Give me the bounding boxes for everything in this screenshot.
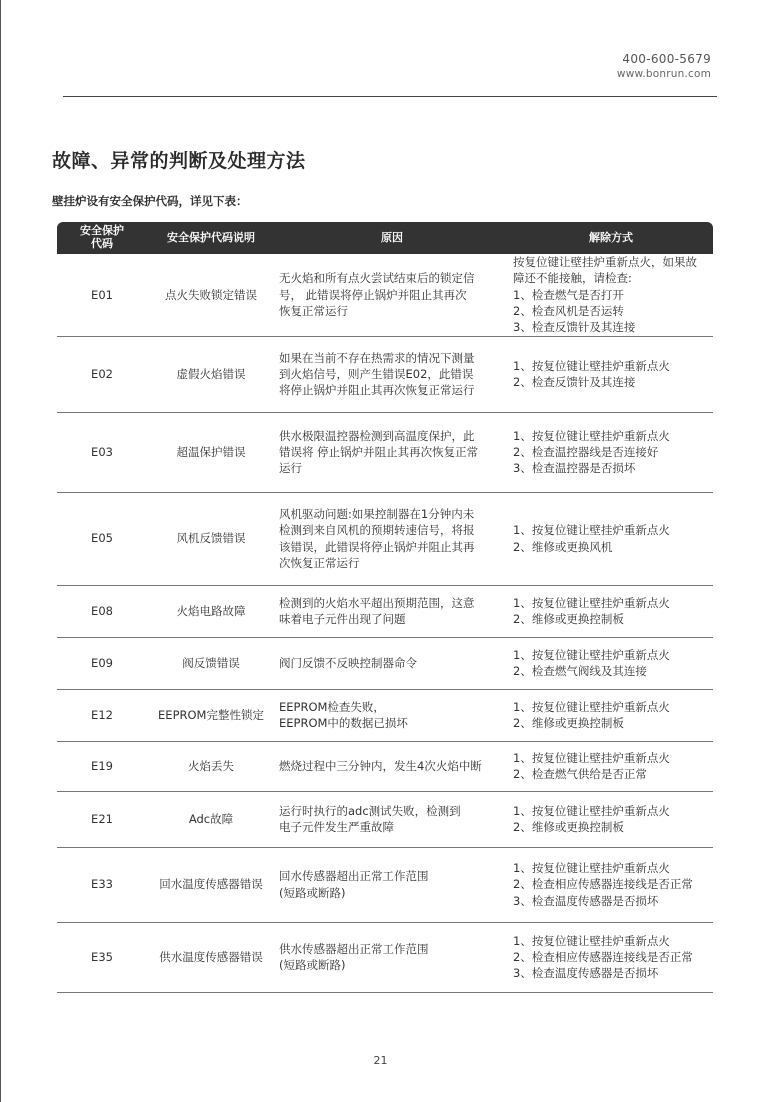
solution-line: 1、按复位键让壁挂炉重新点火 bbox=[513, 523, 670, 538]
cause-line: 阀门反馈不反映控制器命令 bbox=[279, 655, 417, 670]
header-code-line-2: 代码 bbox=[91, 237, 113, 250]
error-code: E33 bbox=[57, 847, 147, 922]
error-solution bbox=[509, 689, 713, 741]
error-code: E35 bbox=[57, 922, 147, 992]
cause-line: 供水传感器超出正常工作范围 bbox=[279, 941, 429, 956]
cause-line: 次恢复正常运行 bbox=[279, 555, 360, 570]
error-solution bbox=[509, 585, 713, 637]
table-row bbox=[57, 689, 713, 741]
solution-line: 1、按复位键让壁挂炉重新点火 bbox=[513, 358, 670, 373]
table-row bbox=[57, 847, 713, 922]
error-cause bbox=[275, 336, 509, 412]
solution-line: 3、检查温度传感器是否损坏 bbox=[513, 893, 659, 908]
cause-line: 到火焰信号，则产生错误E02，此错误 bbox=[279, 366, 474, 381]
error-description: Adc故障 bbox=[147, 791, 275, 847]
header-solution: 解除方式 bbox=[509, 222, 713, 254]
cause-line: 燃烧过程中三分钟内，发生4次火焰中断 bbox=[279, 758, 482, 773]
solution-line: 3、检查反馈针及其连接 bbox=[513, 320, 636, 335]
solution-line: 1、按复位键让壁挂炉重新点火 bbox=[513, 933, 670, 948]
cause-line: 无火焰和所有点火尝试结束后的锁定信 bbox=[279, 271, 475, 286]
page-title: 故障、异常的判断及处理方法 bbox=[52, 150, 306, 172]
solution-line: 2、检查相应传感器连接线是否正常 bbox=[513, 877, 693, 892]
error-code-table bbox=[57, 222, 713, 993]
cause-line: (短路或断路) bbox=[279, 958, 346, 973]
solution-line: 1、按复位键让壁挂炉重新点火 bbox=[513, 428, 670, 443]
error-solution bbox=[509, 791, 713, 847]
solution-line: 2、检查相应传感器连接线是否正常 bbox=[513, 949, 693, 964]
error-code: E09 bbox=[57, 637, 147, 689]
solution-line: 按复位键让壁挂炉重新点火，如果故 bbox=[513, 255, 697, 269]
solution-line: 2、检查风机是否运转 bbox=[513, 303, 624, 318]
error-description: EEPROM完整性锁定 bbox=[147, 689, 275, 741]
error-cause bbox=[275, 254, 509, 336]
cause-line: 号， 此错误将停止锅炉并阻止其再次 bbox=[279, 287, 467, 302]
cause-line: 运行 bbox=[279, 461, 302, 476]
page-number: 21 bbox=[373, 1054, 388, 1067]
error-cause bbox=[275, 637, 509, 689]
cause-line: 供水极限温控器检测到高温度保护，此 bbox=[279, 428, 475, 443]
table-row bbox=[57, 741, 713, 791]
solution-line: 1、按复位键让壁挂炉重新点火 bbox=[513, 595, 670, 610]
solution-line: 2、检查燃气阀线及其连接 bbox=[513, 664, 647, 679]
cause-line: (短路或断路) bbox=[279, 885, 346, 900]
solution-line: 3、检查温控器是否损坏 bbox=[513, 461, 636, 476]
solution-line: 障还不能接触，请检查: bbox=[513, 271, 632, 286]
error-description: 超温保护错误 bbox=[147, 412, 275, 492]
header-code-line-1: 安全保护 bbox=[80, 224, 124, 238]
cause-line: 回水传感器超出正常工作范围 bbox=[279, 869, 429, 884]
phone-number: 400-600-5679 bbox=[622, 52, 711, 66]
contact-header bbox=[617, 52, 711, 80]
solution-line: 2、维修或更换控制板 bbox=[513, 716, 624, 731]
error-cause bbox=[275, 585, 509, 637]
cause-line: 检测到来自风机的预期转速信号，将报 bbox=[279, 523, 475, 538]
table-row bbox=[57, 254, 713, 336]
error-solution bbox=[509, 922, 713, 992]
solution-line: 2、检查温控器线是否连接好 bbox=[513, 444, 659, 459]
cause-line: EEPROM中的数据已损坏 bbox=[279, 716, 408, 731]
error-cause bbox=[275, 689, 509, 741]
error-solution bbox=[509, 492, 713, 585]
cause-line: 该错误，此错误将停止锅炉并阻止其再 bbox=[279, 539, 475, 554]
error-cause bbox=[275, 741, 509, 791]
error-description: 火焰电路故障 bbox=[147, 585, 275, 637]
error-solution bbox=[509, 637, 713, 689]
website-url: www.bonrun.com bbox=[616, 68, 711, 80]
error-description: 阀反馈错误 bbox=[147, 637, 275, 689]
error-cause bbox=[275, 791, 509, 847]
table-row bbox=[57, 922, 713, 992]
table-body bbox=[57, 254, 713, 992]
error-code: E12 bbox=[57, 689, 147, 741]
solution-line: 1、按复位键让壁挂炉重新点火 bbox=[513, 803, 670, 818]
error-code: E08 bbox=[57, 585, 147, 637]
cause-line: 风机驱动问题:如果控制器在1分钟内未 bbox=[279, 506, 475, 521]
header-cause: 原因 bbox=[275, 222, 509, 254]
cause-line: 恢复正常运行 bbox=[279, 303, 348, 318]
solution-line: 1、按复位键让壁挂炉重新点火 bbox=[513, 861, 670, 876]
cause-line: 错误将 停止锅炉并阻止其再次恢复正常 bbox=[279, 444, 479, 459]
intro-text: 壁挂炉设有安全保护代码，详见下表： bbox=[52, 194, 248, 208]
cause-line: 电子元件发生严重故障 bbox=[279, 820, 394, 835]
error-solution bbox=[509, 412, 713, 492]
error-code: E02 bbox=[57, 336, 147, 412]
error-cause bbox=[275, 847, 509, 922]
cause-line: 味着电子元件出现了问题 bbox=[279, 612, 406, 627]
solution-line: 1、按复位键让壁挂炉重新点火 bbox=[513, 699, 670, 714]
error-code: E21 bbox=[57, 791, 147, 847]
table-row bbox=[57, 585, 713, 637]
error-cause bbox=[275, 412, 509, 492]
header-description: 安全保护代码说明 bbox=[147, 222, 275, 254]
solution-line: 2、维修或更换控制板 bbox=[513, 612, 624, 627]
solution-line: 2、维修或更换风机 bbox=[513, 539, 613, 554]
error-code: E19 bbox=[57, 741, 147, 791]
cause-line: 将停止锅炉并阻止其再次恢复正常运行 bbox=[279, 383, 475, 398]
error-solution bbox=[509, 254, 713, 336]
header-code bbox=[57, 222, 147, 254]
cause-line: 运行时执行的adc测试失败，检测到 bbox=[279, 803, 461, 818]
table-row bbox=[57, 791, 713, 847]
error-description: 供水温度传感器错误 bbox=[147, 922, 275, 992]
error-solution bbox=[509, 741, 713, 791]
solution-line: 1、按复位键让壁挂炉重新点火 bbox=[513, 750, 670, 765]
error-solution bbox=[509, 847, 713, 922]
error-description: 回水温度传感器错误 bbox=[147, 847, 275, 922]
solution-line: 2、检查反馈针及其连接 bbox=[513, 375, 636, 390]
header-divider bbox=[63, 96, 717, 97]
cause-line: 检测到的火焰水平超出预期范围，这意 bbox=[279, 595, 475, 610]
error-description: 风机反馈错误 bbox=[147, 492, 275, 585]
error-description: 火焰丢失 bbox=[147, 741, 275, 791]
solution-line: 2、检查燃气供给是否正常 bbox=[513, 767, 647, 782]
solution-line: 2、维修或更换控制板 bbox=[513, 820, 624, 835]
error-cause bbox=[275, 492, 509, 585]
table-header-row bbox=[57, 222, 713, 254]
cause-line: EEPROM检查失败， bbox=[279, 699, 385, 714]
error-description: 虚假火焰错误 bbox=[147, 336, 275, 412]
table-row bbox=[57, 492, 713, 585]
error-cause bbox=[275, 922, 509, 992]
cause-line: 如果在当前不存在热需求的情况下测量 bbox=[279, 350, 475, 365]
solution-line: 1、检查燃气是否打开 bbox=[513, 287, 624, 302]
error-code: E05 bbox=[57, 492, 147, 585]
error-solution bbox=[509, 336, 713, 412]
error-code: E03 bbox=[57, 412, 147, 492]
solution-line: 1、按复位键让壁挂炉重新点火 bbox=[513, 647, 670, 662]
page-border bbox=[0, 0, 1, 1102]
table-row bbox=[57, 412, 713, 492]
error-description: 点火失败锁定错误 bbox=[147, 254, 275, 336]
table-row bbox=[57, 336, 713, 412]
table-row bbox=[57, 637, 713, 689]
solution-line: 3、检查温度传感器是否损坏 bbox=[513, 966, 659, 981]
error-code: E01 bbox=[57, 254, 147, 336]
